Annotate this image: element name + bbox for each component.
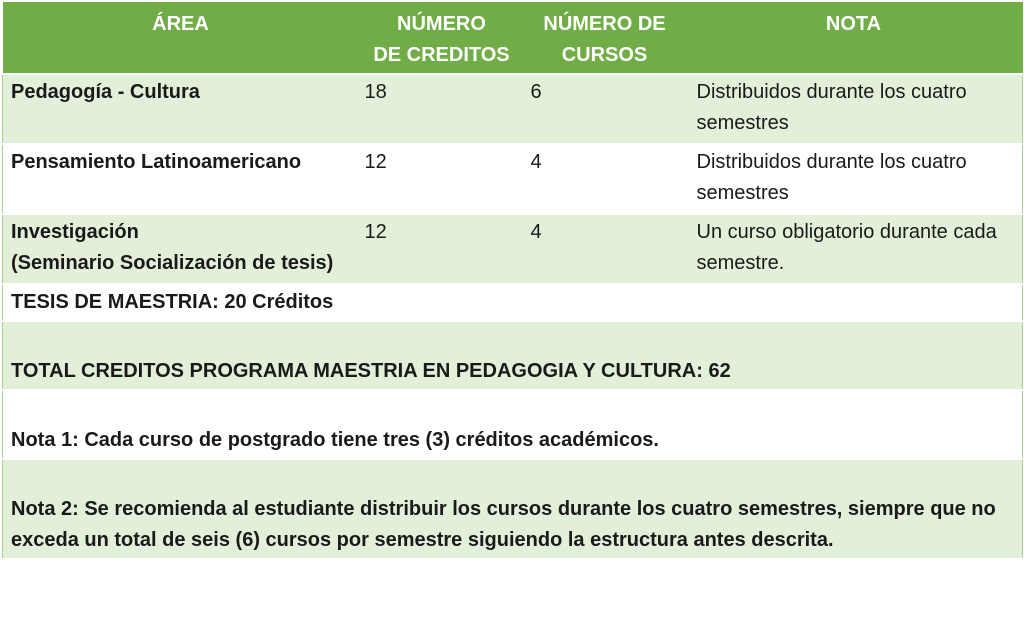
header-creditos-line1: NÚMERO (397, 13, 486, 35)
nota1-text: Nota 1: Cada curso de postgrado tiene tres (3) créditos académicos. (3, 390, 1023, 459)
total-row (3, 321, 1023, 390)
row-nota: Distribuidos durante los cuatro semestres (685, 74, 1023, 144)
header-cursos (525, 2, 685, 74)
row-area: Pedagogía - Cultura (3, 74, 359, 144)
row-creditos: 12 (359, 144, 525, 214)
row-area (3, 214, 359, 284)
header-nota: NOTA (685, 2, 1023, 74)
nota1-row (3, 390, 1023, 459)
row-creditos: 12 (359, 214, 525, 284)
row-area-line2: (Seminario Socialización de tesis) (11, 252, 334, 274)
header-cursos-line2: CURSOS (561, 44, 648, 66)
row-nota: Distribuidos durante los cuatro semestres (685, 144, 1023, 214)
table-row (3, 74, 1023, 144)
row-creditos: 18 (359, 74, 525, 144)
nota2-row (3, 459, 1023, 559)
header-cursos-line1: NÚMERO DE (543, 13, 666, 35)
row-cursos: 6 (525, 74, 685, 144)
row-cursos: 4 (525, 144, 685, 214)
table-row (3, 144, 1023, 214)
nota2-text: Nota 2: Se recomienda al estudiante distribuir los cursos durante los cuatro semestres, siempre que no exceda un total de seis (6) cursos por semestre siguiendo la estructura antes descrita. (3, 459, 1023, 559)
row-cursos: 4 (525, 214, 685, 284)
row-nota: Un curso obligatorio durante cada semestre. (685, 214, 1023, 284)
header-creditos (359, 2, 525, 74)
total-text: TOTAL CREDITOS PROGRAMA MAESTRIA EN PEDAGOGIA Y CULTURA: 62 (3, 321, 1023, 390)
table-header-row (3, 2, 1023, 74)
tesis-text: TESIS DE MAESTRIA: 20 Créditos (3, 284, 1023, 321)
tesis-row (3, 284, 1023, 321)
credits-table (2, 2, 1023, 560)
row-area: Pensamiento Latinoamericano (3, 144, 359, 214)
table-row (3, 214, 1023, 284)
header-area: ÁREA (3, 2, 359, 74)
header-creditos-line2: DE CREDITOS (373, 44, 510, 66)
row-area-line1: Investigación (11, 221, 139, 243)
